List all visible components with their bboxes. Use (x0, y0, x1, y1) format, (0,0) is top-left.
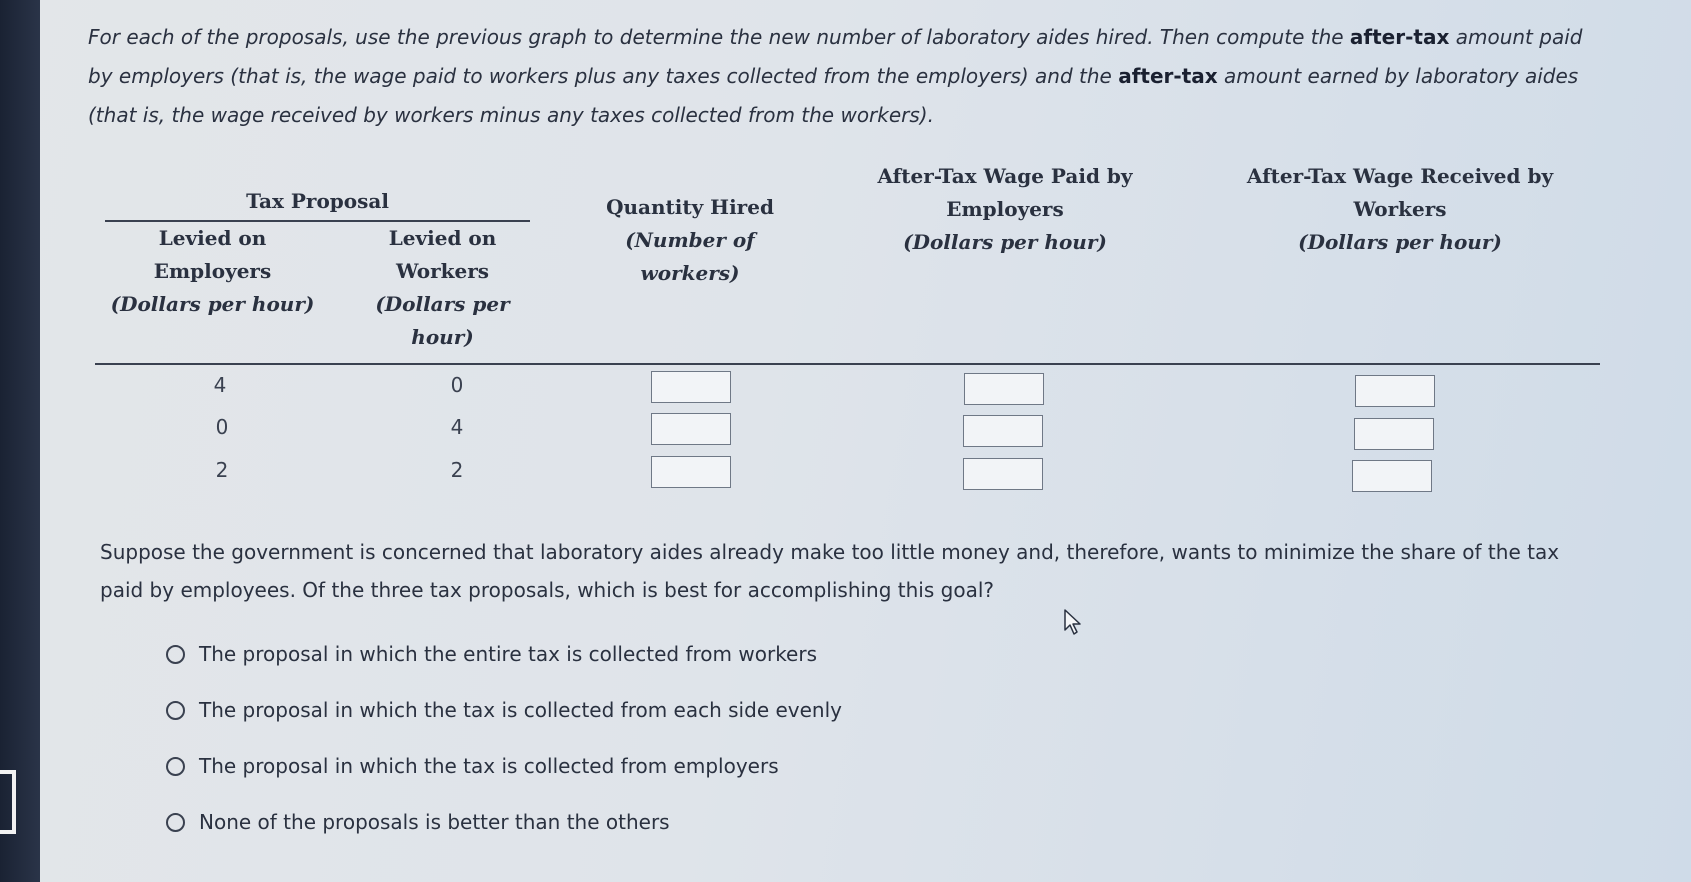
col-received-title-1: After-Tax Wage Received by (1246, 164, 1554, 188)
row3-received-input[interactable] (1352, 460, 1432, 492)
mouse-cursor-icon (1063, 608, 1083, 636)
row2-employers-value: 0 (215, 415, 229, 439)
row3-workers-value: 2 (450, 458, 464, 482)
row3-paid-input[interactable] (963, 458, 1043, 490)
intro-bold-2: after-tax (1118, 64, 1218, 88)
intro-part-2: amount paid by employers (that is, the wage paid to workers plus any taxes collected from the employers) and the (88, 25, 1583, 88)
col-employers-unit: (Dollars per hour) (110, 292, 315, 316)
question-text: Suppose the government is concerned that laboratory aides already make too little money and, therefore, wants to minimize the share of the tax paid by employees. Of the three tax proposals, which is best for accomplishing this goal? (100, 540, 1560, 602)
option-evenly[interactable] (166, 698, 842, 722)
window-edge-bracket (0, 770, 16, 834)
col-workers-title-1: Levied on (388, 226, 497, 250)
row1-quantity-input[interactable] (651, 371, 731, 403)
col-header-employers (105, 222, 320, 321)
col-header-workers (340, 222, 545, 354)
col-paid-title-1: After-Tax Wage Paid by (877, 164, 1133, 188)
col-workers-unit-2: hour) (411, 325, 474, 349)
row2-received-input[interactable] (1354, 418, 1434, 450)
option-employers[interactable] (166, 754, 779, 778)
row1-received-input[interactable] (1355, 375, 1435, 407)
radio-button[interactable] (166, 757, 185, 776)
row1-workers-value: 0 (450, 373, 464, 397)
row3-employers-value: 2 (215, 458, 229, 482)
option-label: The proposal in which the tax is collected from employers (199, 754, 779, 778)
col-quantity-title: Quantity Hired (606, 195, 774, 219)
header-bottom-rule (95, 363, 1600, 365)
row1-employers-value: 4 (213, 373, 227, 397)
col-employers-title-2: Employers (153, 259, 272, 283)
col-quantity-unit-2: workers) (640, 261, 740, 285)
col-header-quantity (570, 191, 810, 290)
col-received-title-2: Workers (1353, 197, 1447, 221)
col-employers-title-1: Levied on (158, 226, 267, 250)
radio-button[interactable] (166, 645, 185, 664)
intro-bold-1: after-tax (1349, 25, 1450, 49)
radio-button[interactable] (166, 813, 185, 832)
left-window-edge (0, 0, 40, 882)
option-none[interactable] (166, 810, 670, 834)
intro-part-1: For each of the proposals, use the previous graph to determine the new number of laboratory aides hired. Then compute the (88, 25, 1350, 49)
row2-quantity-input[interactable] (651, 413, 731, 445)
col-paid-title-2: Employers (946, 197, 1064, 221)
col-workers-title-2: Workers (395, 259, 490, 283)
row1-paid-input[interactable] (964, 373, 1044, 405)
col-header-paid (850, 160, 1160, 259)
option-label: The proposal in which the tax is collected from each side evenly (199, 698, 842, 722)
col-header-received (1230, 160, 1570, 259)
row2-workers-value: 4 (450, 415, 464, 439)
row2-paid-input[interactable] (963, 415, 1043, 447)
col-paid-unit: (Dollars per hour) (903, 230, 1107, 254)
col-received-unit: (Dollars per hour) (1298, 230, 1502, 254)
option-workers[interactable] (166, 642, 817, 666)
instructions-text (88, 18, 1608, 135)
tax-proposal-header: Tax Proposal (246, 189, 389, 213)
row3-quantity-input[interactable] (651, 456, 731, 488)
intro-part-3: amount earned by laboratory aides (that is, the wage received by workers minus any taxes collected from the workers). (88, 64, 1579, 127)
option-label: None of the proposals is better than the others (199, 810, 670, 834)
col-quantity-unit-1: (Number of (625, 228, 755, 252)
col-workers-unit-1: (Dollars per (375, 292, 510, 316)
radio-button[interactable] (166, 701, 185, 720)
option-label: The proposal in which the entire tax is collected from workers (199, 642, 818, 666)
